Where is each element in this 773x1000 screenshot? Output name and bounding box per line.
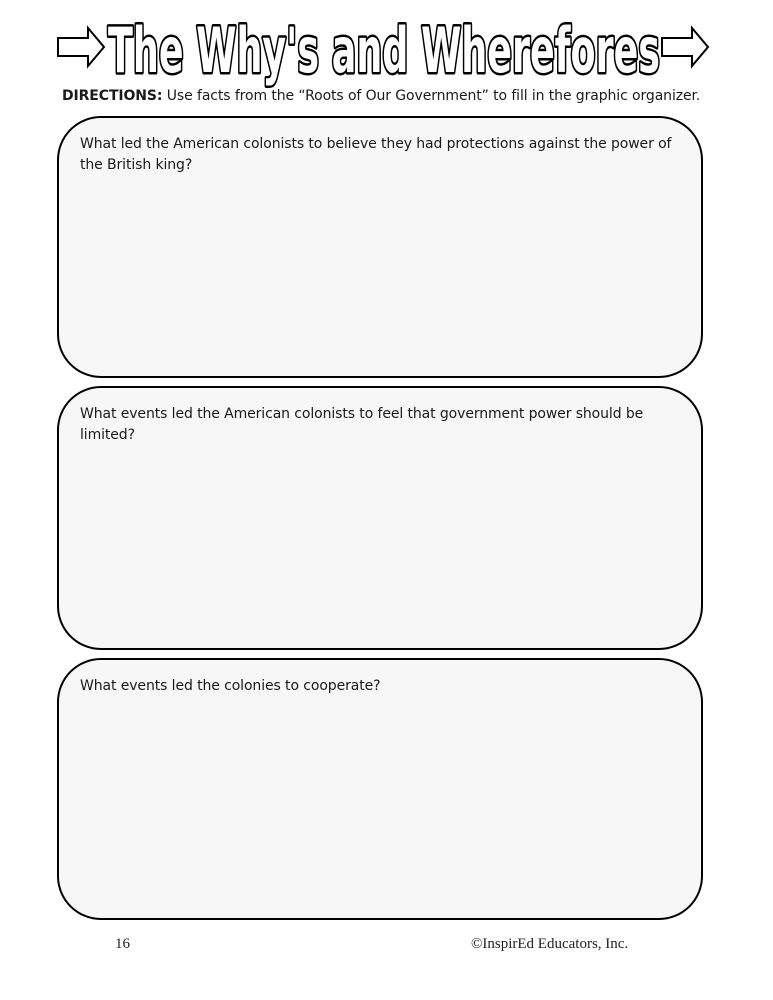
question-3: What events led the colonies to cooperate? bbox=[80, 678, 381, 694]
answer-box-2[interactable] bbox=[57, 386, 703, 650]
arrow-right-icon bbox=[58, 28, 104, 66]
directions bbox=[62, 87, 762, 105]
directions-label: DIRECTIONS: bbox=[62, 88, 163, 104]
directions-text: Use facts from the “Roots of Our Government” to fill in the graphic organizer. bbox=[166, 88, 701, 104]
question-2: What events led the American colonists to feel that government power should be limited? bbox=[80, 406, 644, 443]
page-number: 16 bbox=[115, 936, 130, 952]
answer-box-3[interactable] bbox=[57, 658, 703, 920]
title-banner bbox=[0, 0, 773, 90]
title-text: The Why's and Wherefores bbox=[108, 14, 660, 87]
answer-box-1[interactable] bbox=[57, 116, 703, 378]
arrow-right-icon bbox=[662, 28, 708, 66]
worksheet-title bbox=[0, 0, 773, 90]
copyright-notice: ©InspirEd Educators, Inc. bbox=[471, 936, 629, 952]
question-1: What led the American colonists to believe they had protections against the power of the British king? bbox=[80, 136, 672, 173]
